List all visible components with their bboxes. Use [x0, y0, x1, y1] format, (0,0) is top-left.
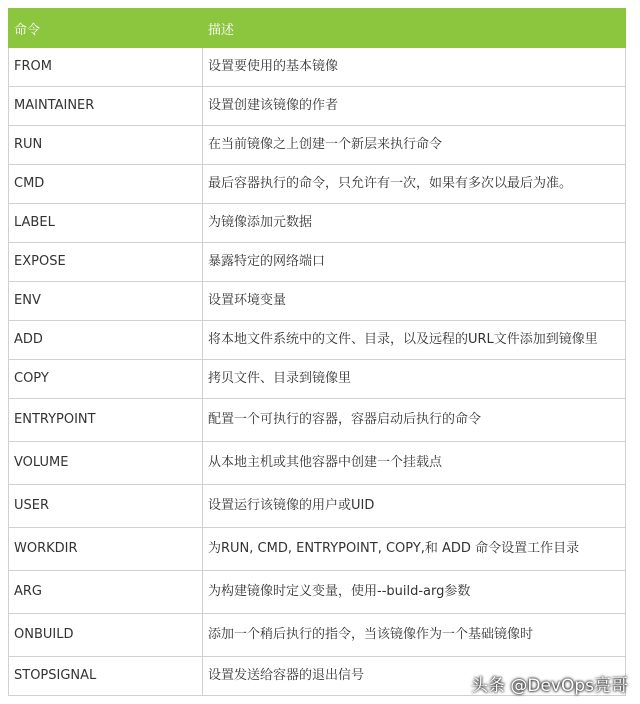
description-cell: 设置发送给容器的退出信号: [203, 657, 626, 696]
table-row: [9, 360, 626, 399]
command-cell: CMD: [9, 165, 203, 204]
description-cell: 设置创建该镜像的作者: [203, 87, 626, 126]
command-cell: ONBUILD: [9, 614, 203, 657]
command-cell: EXPOSE: [9, 243, 203, 282]
table-row: [9, 126, 626, 165]
table-row: [9, 528, 626, 571]
command-cell: ADD: [9, 321, 203, 360]
command-cell: RUN: [9, 126, 203, 165]
table-row: [9, 614, 626, 657]
table-row: [9, 243, 626, 282]
command-cell: ENV: [9, 282, 203, 321]
table-row: [9, 165, 626, 204]
table-row: [9, 442, 626, 485]
table-header-row: [9, 9, 626, 48]
description-cell: 配置一个可执行的容器，容器启动后执行的命令: [203, 399, 626, 442]
description-cell: 在当前镜像之上创建一个新层来执行命令: [203, 126, 626, 165]
description-cell: 设置运行该镜像的用户或UID: [203, 485, 626, 528]
table-row: [9, 485, 626, 528]
table-row: [9, 204, 626, 243]
command-cell: WORKDIR: [9, 528, 203, 571]
table-row: [9, 321, 626, 360]
description-cell: 为RUN, CMD, ENTRYPOINT, COPY,和 ADD 命令设置工作目录: [203, 528, 626, 571]
command-cell: MAINTAINER: [9, 87, 203, 126]
command-cell: ENTRYPOINT: [9, 399, 203, 442]
description-cell: 添加一个稍后执行的指令，当该镜像作为一个基础镜像时: [203, 614, 626, 657]
description-cell: 最后容器执行的命令，只允许有一次，如果有多次以最后为准。: [203, 165, 626, 204]
command-cell: ARG: [9, 571, 203, 614]
header-command: 命令: [9, 9, 203, 48]
description-cell: 设置要使用的基本镜像: [203, 48, 626, 87]
table-row: [9, 571, 626, 614]
description-cell: 设置环境变量: [203, 282, 626, 321]
command-cell: LABEL: [9, 204, 203, 243]
table-row: [9, 87, 626, 126]
description-cell: 将本地文件系统中的文件、目录，以及远程的URL文件添加到镜像里: [203, 321, 626, 360]
command-cell: FROM: [9, 48, 203, 87]
command-cell: VOLUME: [9, 442, 203, 485]
description-cell: 为构建镜像时定义变量，使用--build-arg参数: [203, 571, 626, 614]
description-cell: 从本地主机或其他容器中创建一个挂载点: [203, 442, 626, 485]
header-description: 描述: [203, 9, 626, 48]
watermark: 头条 @DevOps亮哥: [470, 676, 628, 696]
description-cell: 为镜像添加元数据: [203, 204, 626, 243]
description-cell: 拷贝文件、目录到镜像里: [203, 360, 626, 399]
command-cell: USER: [9, 485, 203, 528]
table-row: [9, 399, 626, 442]
table-row: [9, 282, 626, 321]
command-cell: COPY: [9, 360, 203, 399]
description-cell: 暴露特定的网络端口: [203, 243, 626, 282]
table-row: [9, 48, 626, 87]
command-cell: STOPSIGNAL: [9, 657, 203, 696]
dockerfile-commands-table: [8, 8, 626, 696]
